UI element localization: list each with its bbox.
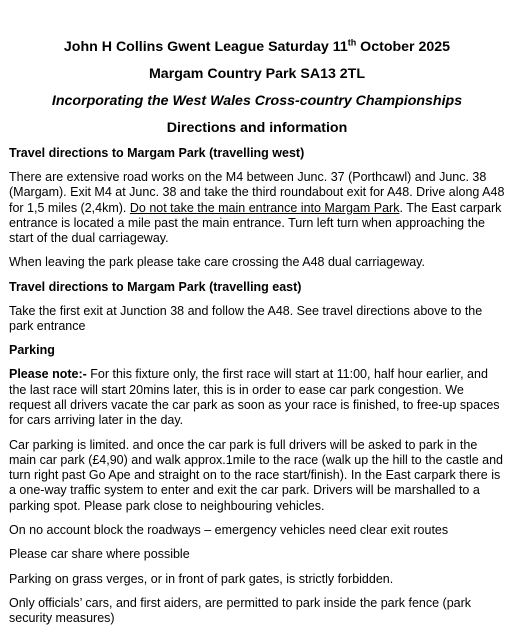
paragraph-roadways: On no account block the roadways – emergency vehicles need clear exit routes — [9, 523, 449, 538]
west-directions-text: There are extensive road works on the M4 between Junc. 37 (Porthcawl) and Junc. 38 (Margam). Exit M4 at Junc. 38 and take the third roundabout exit for A48. Drive along A48 for 1,5 miles (2,4km). — [9, 170, 505, 215]
paragraph-officials-parking: Only officials’ cars, and first aiders, are permitted to park inside the park fence (park security measures) — [9, 595, 472, 626]
paragraph-car-share: Please car share where possible — [9, 547, 190, 562]
event-title-month-year: October 2025 — [356, 39, 451, 55]
date-ordinal-suffix: th — [347, 37, 357, 48]
paragraph-please-note — [9, 367, 505, 428]
paragraph-leaving-park: When leaving the park please take care crossing the A48 dual carriageway. — [9, 255, 425, 270]
event-title — [9, 38, 505, 56]
please-note-text: For this fixture only, the first race will start at 11:00, half hour earlier, and the last race will start 20mins later, this is in order to ease car park congestion. We request all drivers vacate the car park as soon as your race is finished, to free-up spaces for cars arriving later in the day. — [9, 367, 500, 428]
event-title-main: John H Collins Gwent League Saturday 11 — [63, 39, 348, 55]
heading-parking: Parking — [9, 343, 55, 358]
section-title-directions: Directions and information — [166, 120, 348, 136]
paragraph-parking-limited: Car parking is limited. and once the car park is full drivers will be asked to park in the main car park (£4,90) and walk approx.1mile to the race (walk up the hill to the castle and turn right past Go Ape and straight on to the race start/finish). In the East carpark there is a one-way traffic system to enter and exit the car park. Drivers will be marshalled to a parking spot. Please park close to neighbouring vehicles. — [9, 437, 504, 513]
paragraph-west-directions — [9, 170, 505, 246]
please-note-label: Please note:- — [9, 367, 87, 382]
title-block — [9, 38, 505, 137]
main-entrance-warning: Do not take the main entrance into Margam Park — [129, 200, 400, 215]
heading-travel-west: Travel directions to Margam Park (travelling west) — [9, 146, 305, 160]
heading-travel-east: Travel directions to Margam Park (travelling east) — [9, 279, 302, 294]
paragraph-grass-verges: Parking on grass verges, or in front of park gates, is strictly forbidden. — [9, 571, 394, 586]
championships-subtitle: Incorporating the West Wales Cross-country Championships — [51, 93, 463, 109]
venue-title: Margam Country Park SA13 2TL — [148, 66, 366, 82]
paragraph-east-directions: Take the first exit at Junction 38 and follow the A48. See travel directions above to the park entrance — [9, 303, 483, 334]
west-directions-text-end: . The East carpark entrance is located a mile past the main entrance. Turn left turn when approaching the start of the dual carriageway. — [9, 200, 502, 246]
